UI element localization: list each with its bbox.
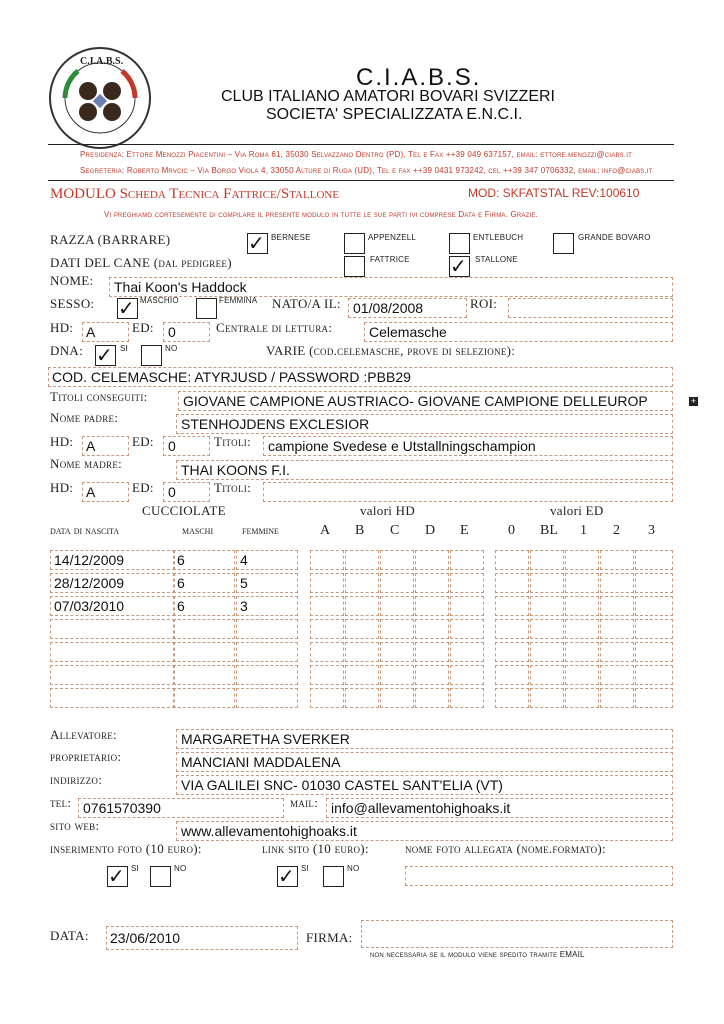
label-femmina: FEMMINA (219, 296, 258, 305)
label-stallone: STALLONE (475, 255, 518, 264)
overflow-plus-icon[interactable]: + (690, 396, 697, 406)
cucciolate-cell[interactable] (530, 665, 564, 685)
cucciolate-cell[interactable] (565, 596, 599, 616)
sito-value: www.allevamentohighoaks.it (181, 823, 357, 839)
cucciolate-cell[interactable] (50, 688, 175, 708)
link-label: link sito (10 euro): (262, 841, 369, 856)
cucciolate-cell[interactable] (173, 619, 235, 639)
label-dna-si: SI (120, 344, 128, 353)
cucciolate-cell[interactable] (310, 573, 344, 593)
checkbox-dna-no[interactable] (141, 345, 162, 366)
cucciolate-col-header: 3 (648, 523, 655, 538)
cucciolate-cell[interactable] (236, 688, 298, 708)
cucciolate-col-header: 1 (580, 523, 587, 538)
valori-hd-title: valori HD (360, 503, 416, 518)
cucciolate-cell[interactable] (565, 665, 599, 685)
presidenza-line: Presidenza: Ettore Menozzi Piacentini – Via Roma 61, 35030 Selvazzano Dentro (PD), Tel e Fax ++39 049 637157, email: ettore.menozzi@ciabs.it (80, 150, 633, 159)
mail-label: mail: (290, 795, 319, 810)
ed-label: ED: (132, 320, 154, 335)
logo-text: C.I.A.B.S. (80, 56, 124, 67)
cucciolate-cell[interactable] (310, 642, 344, 662)
org-name: CLUB ITALIANO AMATORI BOVARI SVIZZERI (221, 88, 555, 105)
cucciolate-cell[interactable] (450, 596, 484, 616)
tel-label: tel: (50, 795, 72, 810)
cucciolate-cell[interactable] (635, 642, 673, 662)
roi-label: ROI: (470, 296, 498, 311)
cucciolate-cell[interactable] (495, 573, 529, 593)
cucciolate-cell[interactable] (380, 550, 414, 570)
breed-label-entlebuch: ENTLEBUCH (473, 233, 524, 242)
firma-note: non necessaria se il modulo viene spedito tramite EMAIL (370, 950, 585, 959)
cucciolate-cell[interactable] (600, 550, 634, 570)
cucciolate-cell[interactable] (565, 642, 599, 662)
cucciolate-cell[interactable] (635, 550, 673, 570)
nato-label: NATO/A IL: (272, 296, 341, 311)
titoli-conseguiti-label: Titoli conseguiti: (50, 389, 148, 404)
allevatore-value: MARGARETHA SVERKER (181, 731, 350, 747)
cucciolate-cell[interactable] (565, 688, 599, 708)
cucciolate-col-header: 2 (613, 523, 620, 538)
cucciolate-col-header: B (355, 523, 365, 538)
cucciolate-cell[interactable] (600, 596, 634, 616)
checkbox-maschio[interactable]: ✓ (117, 298, 138, 319)
cucciolate-cell[interactable] (415, 550, 449, 570)
padre-ed-label: ED: (132, 434, 154, 449)
firma-field[interactable] (361, 920, 673, 948)
checkbox-link-no[interactable] (323, 866, 344, 887)
org-subtitle: SOCIETA' SPECIALIZZATA E.N.C.I. (266, 106, 523, 123)
checkbox-appenzell[interactable] (344, 233, 365, 254)
cucciolate-cell[interactable] (495, 550, 529, 570)
cucciolate-cell[interactable] (380, 688, 414, 708)
checkbox-fattrice[interactable] (344, 256, 365, 277)
cucciolate-cell[interactable] (450, 642, 484, 662)
cucciolate-cell[interactable] (380, 596, 414, 616)
cucciolate-cell[interactable] (173, 688, 235, 708)
cucciolate-value: 3 (240, 598, 248, 614)
cucciolate-title: CUCCIOLATE (142, 503, 226, 518)
checkbox-foto-si[interactable]: ✓ (107, 866, 128, 887)
padre-hd-value: A (86, 438, 96, 454)
form-title: MODULO Scheda Tecnica Fattrice/Stallone (50, 186, 340, 202)
cucciolate-col-header: E (460, 523, 469, 538)
cucciolate-value: 28/12/2009 (54, 575, 125, 591)
cucciolate-cell[interactable] (635, 573, 673, 593)
divider (48, 144, 674, 145)
cucciolate-cell[interactable] (380, 642, 414, 662)
cucciolate-cell[interactable] (50, 619, 175, 639)
cucciolate-cell[interactable] (345, 642, 379, 662)
cucciolate-cell[interactable] (635, 619, 673, 639)
cucciolate-cell[interactable] (530, 550, 564, 570)
hd-value: A (86, 324, 96, 340)
nome-madre-value: THAI KOONS F.I. (181, 462, 290, 478)
cucciolate-cell[interactable] (310, 665, 344, 685)
label-foto-no: NO (174, 864, 187, 873)
label-fattrice: FATTRICE (370, 255, 410, 264)
madre-titoli-label: Titoli: (214, 480, 251, 495)
label-dna-no: NO (165, 344, 178, 353)
padre-hd-label: HD: (50, 434, 74, 449)
cucciolate-cell[interactable] (450, 619, 484, 639)
valori-ed-title: valori ED (550, 503, 604, 518)
foto-label: inserimento foto (10 euro): (50, 841, 202, 856)
cucciolate-cell[interactable] (415, 642, 449, 662)
cucciolate-col-header: BL (540, 523, 558, 538)
cucciolate-value: 6 (177, 575, 185, 591)
breed-label-appenzell: APPENZELL (368, 233, 417, 242)
madre-hd-value: A (86, 484, 96, 500)
nome-padre-label: Nome padre: (50, 410, 119, 425)
label-maschio: MASCHIO (140, 296, 179, 305)
dati-label: DATI DEL CANE (dal pedigree) (50, 255, 232, 270)
data-value: 23/06/2010 (110, 930, 181, 946)
cucciolate-col-header: A (320, 523, 331, 538)
nome-value: Thai Koon's Haddock (114, 279, 247, 295)
centrale-label: Centrale di lettura: (216, 320, 333, 335)
data-label: DATA: (50, 928, 89, 943)
cucciolate-cell[interactable] (415, 619, 449, 639)
cucciolate-cell[interactable] (495, 665, 529, 685)
cucciolate-col-header: C (390, 523, 400, 538)
nome-foto-field[interactable] (405, 866, 673, 886)
nome-padre-value: STENHOJDENS EXCLESIOR (181, 416, 370, 432)
cucciolate-cell[interactable] (450, 573, 484, 593)
cucciolate-cell[interactable] (635, 596, 673, 616)
cucciolate-col-header: D (425, 523, 436, 538)
checkbox-entlebuch[interactable] (449, 233, 470, 254)
cucciolate-cell[interactable] (450, 665, 484, 685)
cucciolate-cell[interactable] (600, 619, 634, 639)
cucciolate-cell[interactable] (600, 665, 634, 685)
checkbox-femmina[interactable] (196, 298, 217, 319)
cucciolate-value: 6 (177, 598, 185, 614)
cucciolate-cell[interactable] (345, 619, 379, 639)
dna-label: DNA: (50, 343, 83, 358)
madre-ed-label: ED: (132, 480, 154, 495)
cucciolate-cell[interactable] (380, 619, 414, 639)
cucciolate-cell[interactable] (236, 665, 298, 685)
cucciolate-value: 4 (240, 552, 248, 568)
hd-label: HD: (50, 320, 74, 335)
cucciolate-cell[interactable] (530, 596, 564, 616)
cucciolate-cell[interactable] (236, 619, 298, 639)
roi-field[interactable] (508, 298, 673, 318)
padre-titoli-value: campione Svedese e Utstallningschampion (268, 438, 536, 454)
cucciolate-cell[interactable] (530, 688, 564, 708)
cucciolate-cell[interactable] (310, 619, 344, 639)
cucciolate-value: 6 (177, 552, 185, 568)
indirizzo-value: VIA GALILEI SNC- 01030 CASTEL SANT'ELIA (VT) (181, 777, 503, 793)
cucciolate-value: 5 (240, 575, 248, 591)
nome-foto-label: nome foto allegata (nome.formato): (405, 841, 606, 856)
cucciolate-cell[interactable] (415, 665, 449, 685)
cucciolate-value: 14/12/2009 (54, 552, 125, 568)
checkbox-stallone[interactable]: ✓ (449, 256, 470, 277)
cucciolate-cell[interactable] (173, 665, 235, 685)
indirizzo-label: indirizzo: (50, 772, 103, 787)
cucciolate-cell[interactable] (173, 642, 235, 662)
cucciolate-cell[interactable] (345, 550, 379, 570)
cucciolate-cell[interactable] (530, 619, 564, 639)
cucciolate-col-header: maschi (182, 523, 214, 537)
label-link-si: SI (301, 864, 309, 873)
firma-label: FIRMA: (306, 930, 353, 945)
cucciolate-cell[interactable] (600, 642, 634, 662)
cucciolate-cell[interactable] (310, 688, 344, 708)
cucciolate-cell[interactable] (565, 573, 599, 593)
cucciolate-cell[interactable] (495, 596, 529, 616)
cucciolate-cell[interactable] (345, 688, 379, 708)
cucciolate-cell[interactable] (380, 573, 414, 593)
checkbox-grande-bovaro[interactable] (553, 233, 574, 254)
cucciolate-cell[interactable] (50, 642, 175, 662)
cucciolate-cell[interactable] (635, 665, 673, 685)
cucciolate-col-header: 0 (508, 523, 515, 538)
mail-value: info@allevamentohighoaks.it (331, 800, 511, 816)
cucciolate-cell[interactable] (600, 573, 634, 593)
padre-ed-value: 0 (168, 438, 176, 454)
cucciolate-cell[interactable] (415, 596, 449, 616)
cucciolate-cell[interactable] (530, 642, 564, 662)
checkbox-bernese[interactable]: ✓ (247, 233, 268, 254)
nome-madre-label: Nome madre: (50, 456, 123, 471)
cucciolate-cell[interactable] (495, 688, 529, 708)
tel-value: 0761570390 (83, 800, 161, 816)
sito-label: sito web: (50, 818, 100, 833)
divider (48, 180, 674, 181)
breed-label-grande-bovaro: GRANDE BOVARO (578, 233, 651, 242)
sesso-label: SESSO: (50, 296, 95, 311)
cucciolate-cell[interactable] (345, 573, 379, 593)
label-link-no: NO (347, 864, 360, 873)
cucciolate-cell[interactable] (495, 619, 529, 639)
cucciolate-cell[interactable] (635, 688, 673, 708)
madre-hd-label: HD: (50, 480, 74, 495)
cucciolate-cell[interactable] (380, 665, 414, 685)
ed-value: 0 (168, 324, 176, 340)
cucciolate-cell[interactable] (565, 550, 599, 570)
madre-titoli-field[interactable] (263, 482, 673, 502)
cucciolate-value: 07/03/2010 (54, 598, 125, 614)
cucciolate-cell[interactable] (600, 688, 634, 708)
nome-label: NOME: (50, 273, 94, 288)
cucciolate-cell[interactable] (345, 596, 379, 616)
form-instructions: Vi preghiamo cortesemente di compilare il presente modulo in tutte le sue parti ivi comprese Data e Firma. Grazie. (104, 210, 538, 219)
cucciolate-col-header: data di nascita (50, 523, 120, 537)
titoli-conseguiti-value: GIOVANE CAMPIONE AUSTRIACO- GIOVANE CAMPIONE DELLEUROP (183, 393, 648, 409)
cucciolate-cell[interactable] (415, 573, 449, 593)
cucciolate-cell[interactable] (530, 573, 564, 593)
cucciolate-cell[interactable] (450, 550, 484, 570)
checkbox-foto-no[interactable] (150, 866, 171, 887)
org-title: C.I.A.B.S. (356, 64, 482, 91)
proprietario-label: proprietario: (50, 749, 122, 764)
form-code: MOD: SKFATSTAL REV:100610 (468, 186, 640, 200)
padre-titoli-label: Titoli: (214, 434, 251, 449)
centrale-value: Celemasche (369, 324, 447, 340)
cucciolate-cell[interactable] (345, 665, 379, 685)
cucciolate-cell[interactable] (450, 688, 484, 708)
varie-label: VARIE (cod.celemasche, prove di selezione): (266, 343, 516, 358)
varie-value: COD. CELEMASCHE: ATYRJUSD / PASSWORD :PBB29 (52, 369, 411, 385)
label-foto-si: SI (131, 864, 139, 873)
proprietario-value: MANCIANI MADDALENA (181, 754, 341, 770)
madre-ed-value: 0 (168, 484, 176, 500)
nato-value: 01/08/2008 (353, 300, 424, 316)
cucciolate-cell[interactable] (236, 642, 298, 662)
cucciolate-cell[interactable] (50, 665, 175, 685)
checkbox-dna-si[interactable]: ✓ (95, 345, 116, 366)
checkbox-link-si[interactable]: ✓ (277, 866, 298, 887)
cucciolate-cell[interactable] (565, 619, 599, 639)
razza-label: RAZZA (BARRARE) (50, 232, 171, 247)
cucciolate-cell[interactable] (495, 642, 529, 662)
breed-label-bernese: BERNESE (271, 233, 311, 242)
cucciolate-col-header: femmine (242, 523, 279, 537)
cucciolate-cell[interactable] (415, 688, 449, 708)
cucciolate-cell[interactable] (310, 596, 344, 616)
segreteria-line: Segreteria: Roberto Mrvcic – Via Borgo Viola 4, 33050 Alture di Ruda (UD), Tel e fax ++39 0431 973242, cel ++39 347 0706332, email: info@ciabs.it (80, 166, 653, 175)
allevatore-label: Allevatore: (50, 727, 117, 742)
cucciolate-cell[interactable] (310, 550, 344, 570)
